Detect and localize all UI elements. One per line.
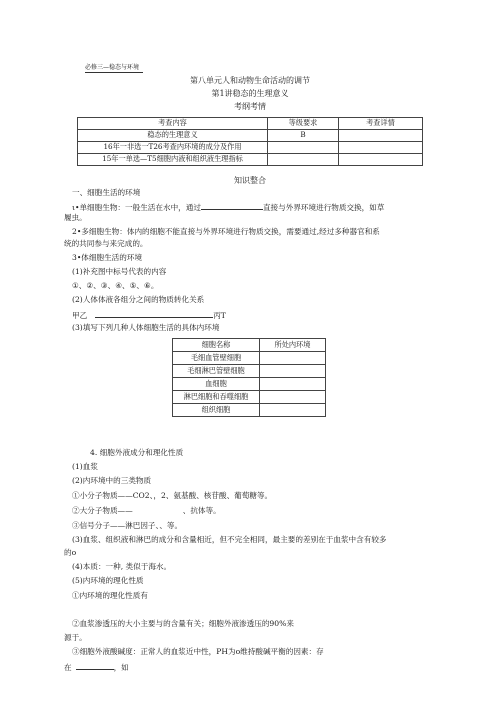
sub-item-3: (3)填写下列几种人体细胞生活的具体内环境 xyxy=(72,323,220,332)
table-cell: B xyxy=(268,130,339,142)
sub-item-1: (1)补充图中标号代表的内容 xyxy=(72,267,167,276)
table-cell xyxy=(260,365,326,378)
ph-text-a: 在 xyxy=(64,663,72,672)
table-header-cell: 所处内环境 xyxy=(260,339,326,352)
conversion-line xyxy=(72,309,226,320)
table-cell xyxy=(339,142,423,154)
subsection-substances: (2)内环境中的三类物质 xyxy=(72,476,152,485)
item-3-heading: 3•体细胞生活的环境 xyxy=(72,253,143,262)
composition-line-1: (3)血浆、组织液和淋巴的成分和含量相近，但不完全相同，最主要的差别在于血浆中含有较多 xyxy=(72,535,387,544)
conversion-right: 丙T xyxy=(213,311,226,320)
table-cell xyxy=(268,142,339,154)
table-header-cell: 考查详情 xyxy=(339,118,423,130)
item-2-line-2: 统的共同参与来完成的。 xyxy=(64,239,148,248)
composition-line-2: 的o xyxy=(64,548,77,557)
item-2-line-1: 2•多细胞生物：体内的细胞不能直接与外界环境进行物质交换，需要通过,经过多种器官和系 xyxy=(72,227,380,236)
table-row xyxy=(173,391,326,404)
table-cell xyxy=(260,352,326,365)
small-molecules-line: ①小分子物质——CO2、，2、氨基酸、核苷酸、葡萄糖等。 xyxy=(72,491,273,500)
table-row xyxy=(173,365,326,378)
lecture-title: 第1讲稳态的生理意义 xyxy=(211,89,289,98)
table-header-row xyxy=(173,339,326,352)
fill-blank xyxy=(201,201,263,210)
table-cell: 15年一单选—T5细胞内液和组织液生理指标 xyxy=(78,154,268,166)
table-header-row xyxy=(78,118,423,130)
item-1-text-a: ι•单细胞生物：一般生活在水中，通过 xyxy=(72,203,201,212)
section-4-heading: 4. 细胞外液成分和理化性质 xyxy=(90,448,184,457)
osmotic-line-1: ②血浆渗透压的大小主要与的含量有关；细胞外液渗透压的90%来 xyxy=(72,619,294,628)
table-cell xyxy=(339,130,423,142)
conversion-left: 甲乙 xyxy=(72,311,88,320)
table-row xyxy=(78,142,423,154)
macromolecules-text-b: 、抗体等。 xyxy=(182,506,221,515)
table-header-cell: 细胞名称 xyxy=(173,339,260,352)
table-cell: 淋巴细胞和吞噬细胞 xyxy=(173,391,260,404)
macromolecules-line xyxy=(72,506,221,515)
fill-blank xyxy=(76,661,114,670)
subsection-plasma: (1)血浆 xyxy=(72,462,98,471)
fill-blank xyxy=(95,309,213,318)
table-row xyxy=(173,404,326,417)
ph-line-1: ③细胞外液酸碱度：正常人的血浆近中性，PH为o维持酸碱平衡的因素：存 xyxy=(72,647,324,656)
cell-environment-table xyxy=(172,338,326,417)
table-cell xyxy=(260,404,326,417)
item-1-continuation: 履虫。 xyxy=(64,213,87,222)
macromolecules-text-a: ②大分子物质—— xyxy=(72,506,133,515)
essence-line: (4)本质：一种, 类似于海水。 xyxy=(72,562,172,571)
table-cell: 稳态的生理意义 xyxy=(78,130,268,142)
table-cell: 血细胞 xyxy=(173,378,260,391)
table-cell: 毛细血管壁细胞 xyxy=(173,352,260,365)
table-cell: 毛细淋巴管壁细胞 xyxy=(173,365,260,378)
table-cell xyxy=(339,154,423,166)
osmotic-line-2: 源于。 xyxy=(64,633,87,642)
table-header-cell: 等级要求 xyxy=(268,118,339,130)
table-cell: 16年一非选一T26考查内环境的成分及作用 xyxy=(78,142,268,154)
outline-title: 考纲考情 xyxy=(234,102,266,111)
table-cell xyxy=(260,378,326,391)
sub-item-1-marks: ①、②、③、④、⑤、⑥。 xyxy=(72,281,159,290)
ph-line-2 xyxy=(64,661,129,672)
section-heading: 一、细胞生活的环境 xyxy=(72,188,141,197)
table-cell xyxy=(260,391,326,404)
table-row xyxy=(78,130,423,142)
unit-title: 第八单元人和动物生命活动的调节 xyxy=(190,76,310,85)
table-row xyxy=(173,352,326,365)
knowledge-title: 知识整合 xyxy=(234,176,266,185)
item-1-text-b: 直接与外界环境进行物质交换，如草 xyxy=(262,203,385,212)
table-header-cell: 考查内容 xyxy=(78,118,268,130)
properties-heading: (5)内环境的理化性质 xyxy=(72,576,144,585)
sub-item-2: (2)人体体液各组分之间的物质转化关系 xyxy=(72,295,205,304)
exam-outline-table xyxy=(77,117,423,166)
header-course-label: 必修三—稳态与环境 xyxy=(85,64,140,71)
table-cell xyxy=(268,154,339,166)
header-underline xyxy=(85,72,143,73)
table-cell: 组织细胞 xyxy=(173,404,260,417)
properties-item-1: ①内环境的理化性质有 xyxy=(72,591,148,600)
table-row xyxy=(173,378,326,391)
signal-molecules-line: ③信号分子——淋巴因子、、等。 xyxy=(72,521,183,530)
item-1-line xyxy=(72,201,384,212)
table-row xyxy=(78,154,423,166)
ph-text-b: ，如 xyxy=(113,663,129,672)
